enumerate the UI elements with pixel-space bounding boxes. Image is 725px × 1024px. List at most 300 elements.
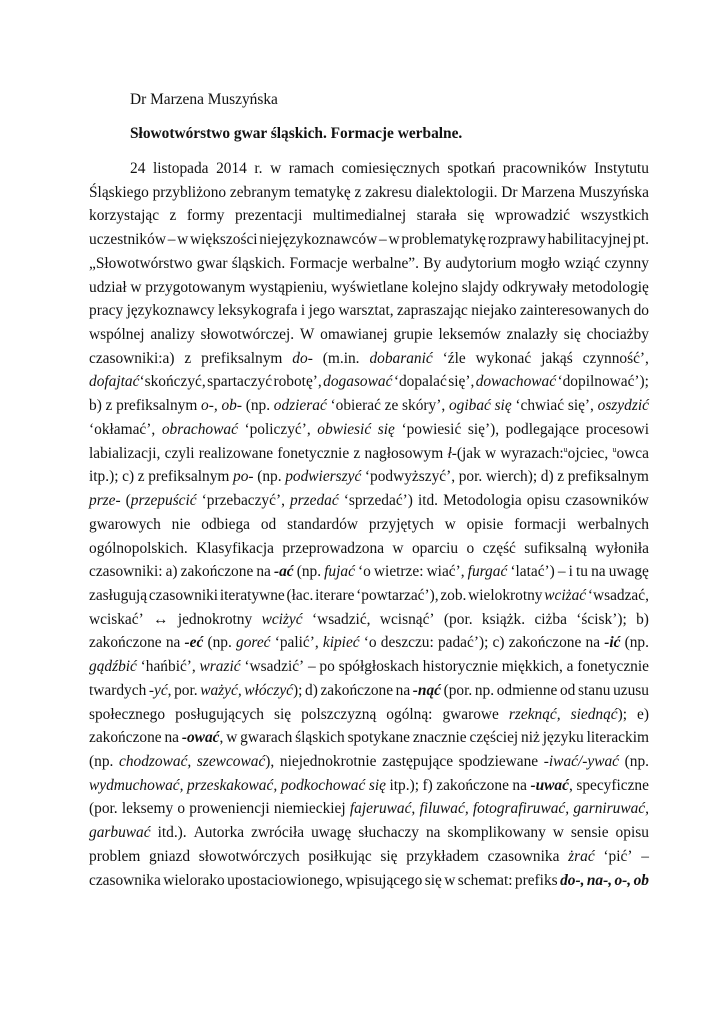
- word: [527, 489, 560, 513]
- word: [89, 869, 161, 893]
- text-segment: e): [637, 705, 649, 723]
- text-segment: niż: [521, 729, 540, 747]
- text-segment: specyficzne: [576, 776, 649, 794]
- word: [199, 442, 273, 466]
- word: [444, 608, 473, 632]
- paragraph-line: [89, 537, 649, 561]
- word: [378, 418, 395, 442]
- text-segment: prefiksalnym: [567, 468, 649, 486]
- text-segment: literackim: [586, 729, 649, 747]
- word: [587, 869, 612, 893]
- word: [568, 845, 595, 869]
- word: [305, 679, 318, 703]
- word: [289, 157, 334, 181]
- text-segment: schemat:: [457, 871, 513, 889]
- text-segment: zastępujące: [382, 752, 454, 770]
- text-segment: na: [425, 824, 441, 842]
- text-segment: metodologię: [571, 278, 649, 296]
- word: [352, 252, 419, 276]
- word: [89, 537, 188, 561]
- word: [89, 631, 162, 655]
- text-segment: ‘o: [363, 634, 377, 652]
- text-segment: na: [164, 729, 180, 747]
- emphasis-segment: u: [563, 444, 568, 454]
- word: [579, 181, 649, 205]
- word: [515, 394, 564, 418]
- text-segment: w: [388, 231, 400, 249]
- word: [583, 347, 649, 371]
- word: [553, 821, 564, 845]
- text-segment: niejednokrotnie: [279, 752, 377, 770]
- word: [586, 631, 601, 655]
- emphasis-segment: do-: [292, 349, 313, 367]
- word: [543, 726, 584, 750]
- word: [576, 774, 649, 798]
- word: [388, 228, 399, 252]
- text-segment: leksemy: [121, 800, 174, 818]
- emphasis-segment: chodzować,: [119, 752, 192, 770]
- text-segment: niejęzykoznawców: [259, 231, 378, 249]
- word: [240, 726, 292, 750]
- word: [412, 276, 458, 300]
- word: [89, 655, 137, 679]
- word: [89, 774, 183, 798]
- word: [573, 797, 649, 821]
- word: [497, 679, 558, 703]
- text-segment: f): [422, 776, 433, 794]
- word: [221, 394, 242, 418]
- word: [178, 608, 252, 632]
- word: [89, 489, 121, 513]
- text-segment: odbiega: [201, 515, 251, 533]
- text-segment: deszczu:: [380, 634, 434, 652]
- word: [320, 323, 388, 347]
- word: [163, 869, 225, 893]
- word: [308, 655, 316, 679]
- text-segment: zakończone: [508, 634, 582, 652]
- word: [89, 797, 118, 821]
- word: [486, 465, 537, 489]
- text-segment: –: [307, 658, 316, 676]
- text-segment: Śląskiego: [89, 183, 149, 201]
- paragraph-line: [89, 418, 649, 442]
- text-segment: ‘policzyć’,: [244, 420, 311, 438]
- text-segment: chociażby: [586, 326, 649, 344]
- word: [412, 537, 458, 561]
- text-segment: nagłosowym: [364, 444, 444, 462]
- word: [89, 442, 160, 466]
- word: [187, 204, 225, 228]
- text-segment: z: [184, 349, 192, 367]
- word: [149, 845, 190, 869]
- word: [254, 157, 262, 181]
- word: [358, 560, 371, 584]
- word: [521, 181, 575, 205]
- word: [586, 418, 649, 442]
- text-segment: o: [177, 800, 186, 818]
- text-segment: z: [137, 468, 145, 486]
- text-segment: leksemów: [438, 326, 501, 344]
- word: [286, 584, 313, 608]
- word: [459, 465, 483, 489]
- text-segment: –: [641, 847, 649, 865]
- word: [174, 679, 198, 703]
- emphasis-segment: -ić: [604, 634, 621, 652]
- emphasis-segment: filuwać,: [419, 800, 469, 818]
- word: [273, 370, 321, 394]
- body-paragraph: [89, 157, 649, 892]
- text-segment: udział: [89, 278, 127, 296]
- word: [122, 465, 134, 489]
- word: [189, 797, 269, 821]
- word: [560, 679, 575, 703]
- text-segment: gwarach: [240, 729, 293, 747]
- word: [319, 655, 334, 679]
- text-segment: pracowników: [502, 160, 587, 177]
- text-segment: na: [256, 563, 271, 581]
- word: [447, 157, 495, 181]
- emphasis-segment: się: [377, 420, 395, 438]
- emphasis-segment: wrazić: [199, 658, 241, 676]
- text-segment: Klasyfikacja: [196, 539, 274, 557]
- text-segment: r.: [254, 160, 263, 177]
- text-segment: formacji: [514, 515, 567, 533]
- emphasis-segment: podwierszyć: [285, 468, 362, 486]
- word: [466, 537, 474, 561]
- word: [482, 608, 525, 632]
- text-segment: znacznie: [412, 729, 467, 747]
- text-segment: czasowniki: [148, 586, 219, 604]
- text-segment: na: [512, 776, 527, 794]
- word: [568, 465, 649, 489]
- text-segment: stanu: [577, 681, 611, 699]
- emphasis-segment: o-,: [201, 397, 218, 415]
- text-segment: przygotowanym: [145, 278, 246, 296]
- word: [235, 204, 303, 228]
- word: [89, 513, 161, 537]
- emphasis-segment: dogasować: [323, 373, 393, 391]
- word: [89, 347, 174, 371]
- word: [207, 370, 272, 394]
- word: [89, 726, 162, 750]
- word: [564, 252, 600, 276]
- word: [339, 655, 419, 679]
- text-segment: odkrywały: [502, 278, 569, 296]
- word: [345, 869, 422, 893]
- text-segment: rozprawy: [487, 231, 546, 249]
- paragraph-line: [89, 631, 649, 655]
- word: [603, 845, 632, 869]
- paragraph-line: [89, 276, 649, 300]
- word: [126, 489, 197, 513]
- text-segment: skóry’,: [402, 397, 446, 415]
- text-segment: z: [353, 444, 361, 462]
- paragraph-line: [89, 347, 649, 371]
- word: [475, 679, 494, 703]
- text-segment: posiłkując: [308, 847, 372, 865]
- text-segment: do: [633, 302, 649, 320]
- text-segment: robotę’,: [273, 373, 322, 391]
- emphasis-segment: oszydzić: [597, 397, 649, 415]
- word: [613, 679, 649, 703]
- text-segment: comiesięcznych: [341, 160, 440, 177]
- word: [609, 560, 649, 584]
- word: [423, 655, 498, 679]
- text-segment: labializacji,: [89, 444, 161, 462]
- word: [148, 465, 229, 489]
- word: [177, 228, 188, 252]
- text-segment: prefiksalnym: [201, 349, 283, 367]
- text-segment: ‘wsadzić’: [244, 658, 305, 676]
- word: [344, 489, 413, 513]
- text-segment: slajdy: [461, 278, 499, 296]
- text-segment: słowotwórczych: [198, 847, 300, 865]
- paragraph-line: [89, 394, 649, 418]
- word: [380, 845, 397, 869]
- emphasis-segment: fajeruwać,: [349, 800, 416, 818]
- text-segment: prefiksalnym: [116, 397, 198, 415]
- text-segment: ‘przebaczyć’,: [201, 492, 285, 510]
- word: [396, 679, 411, 703]
- word: [150, 323, 194, 347]
- word: [277, 442, 349, 466]
- text-segment: fonetycznie: [277, 444, 350, 462]
- emphasis-segment: podkochować: [280, 776, 366, 794]
- text-segment: niemieckiej: [273, 800, 346, 818]
- emphasis-segment: odzierać: [273, 397, 327, 415]
- word: [625, 750, 649, 774]
- word: [89, 394, 102, 418]
- text-segment: czasowników: [565, 492, 649, 510]
- word: [181, 560, 254, 584]
- text-segment: ogólną:: [386, 705, 433, 723]
- text-segment: standardów: [287, 515, 359, 533]
- word: [127, 299, 215, 323]
- word: [418, 489, 438, 513]
- text-segment: część: [482, 539, 516, 557]
- text-segment: d): [305, 681, 318, 699]
- text-segment: się: [424, 871, 442, 889]
- text-segment: c): [122, 468, 135, 486]
- text-segment: (np.: [624, 634, 649, 652]
- word: [440, 584, 466, 608]
- text-segment: iterare: [315, 586, 355, 604]
- text-segment: „Słowotwórstwo: [89, 254, 193, 272]
- text-segment: wystąpieniu,: [249, 278, 328, 296]
- text-segment: fonetycznie: [577, 658, 649, 676]
- emphasis-segment: siednąć: [570, 705, 618, 723]
- text-segment: w: [444, 871, 456, 889]
- word: [604, 252, 648, 276]
- emphasis-segment: przepuścić: [130, 492, 197, 510]
- text-segment: wierch);: [485, 468, 538, 486]
- text-segment: ‘ścisk’);: [576, 610, 627, 628]
- text-segment: spotykane: [347, 729, 410, 747]
- word: [509, 703, 561, 727]
- word: [604, 631, 620, 655]
- text-segment: –: [167, 231, 176, 249]
- word: [502, 276, 568, 300]
- text-segment: twardych: [89, 681, 147, 699]
- word: [636, 608, 649, 632]
- emphasis-segment: -ować: [181, 729, 220, 747]
- text-segment: ‘powtarzać’),: [356, 586, 439, 604]
- paragraph-line: [89, 560, 649, 584]
- word: [420, 797, 469, 821]
- text-segment: gwarowych: [89, 515, 161, 533]
- word: [500, 442, 608, 466]
- text-segment: Instytutu: [594, 160, 649, 177]
- text-segment: zakończone: [89, 729, 162, 747]
- text-segment: kolejno: [411, 278, 459, 296]
- text-segment: ‘wsadzić,: [311, 610, 371, 628]
- word: [220, 584, 285, 608]
- text-segment: ‘sprzedać’): [343, 492, 413, 510]
- word: [227, 869, 343, 893]
- text-segment: zwróciła: [251, 824, 305, 842]
- emphasis-segment: o-,: [614, 871, 632, 889]
- word: [201, 513, 250, 537]
- word: [571, 821, 609, 845]
- word: [423, 252, 441, 276]
- word: [201, 323, 295, 347]
- word: [294, 181, 350, 205]
- text-segment: wietrze:: [373, 563, 424, 581]
- emphasis-segment: u: [612, 444, 617, 454]
- text-segment: ‘źle: [442, 349, 466, 367]
- text-segment: i: [568, 563, 573, 581]
- word: [350, 797, 415, 821]
- text-segment: jakąś: [541, 349, 573, 367]
- word: [576, 608, 626, 632]
- word: [354, 181, 361, 205]
- word: [153, 157, 209, 181]
- emphasis-segment: na-,: [586, 871, 613, 889]
- word: [444, 869, 455, 893]
- word: [141, 655, 196, 679]
- word: [449, 394, 491, 418]
- word: [353, 442, 360, 466]
- word: [89, 299, 123, 323]
- word: [338, 299, 393, 323]
- text-segment: (łac.: [286, 586, 314, 604]
- text-segment: uzusu: [613, 681, 649, 699]
- word: [386, 703, 432, 727]
- emphasis-segment: furgać: [467, 563, 508, 581]
- text-segment: zakończone: [89, 634, 162, 652]
- word: [393, 323, 432, 347]
- word: [285, 465, 361, 489]
- paragraph-line: [89, 774, 649, 798]
- text-segment: problematykę: [401, 231, 486, 249]
- word: [578, 679, 611, 703]
- text-segment: By: [423, 254, 442, 272]
- text-segment: ↔: [153, 610, 169, 628]
- text-segment: c): [492, 634, 505, 652]
- word: [365, 442, 444, 466]
- paragraph-line: [89, 750, 649, 774]
- paragraph-line: [89, 608, 649, 632]
- text-segment: zakresu: [365, 183, 413, 201]
- word: [130, 276, 141, 300]
- word: [274, 797, 346, 821]
- paragraph-line: [89, 797, 649, 821]
- word: [572, 276, 649, 300]
- word: [295, 726, 345, 750]
- word: [164, 726, 179, 750]
- text-segment: czynny: [604, 254, 649, 272]
- paragraph-line: [89, 869, 649, 893]
- emphasis-segment: fotografiruwać,: [472, 800, 570, 818]
- word: [270, 157, 281, 181]
- text-segment: ‘palić’,: [274, 634, 319, 652]
- word: [301, 703, 376, 727]
- word: [313, 204, 406, 228]
- word: [445, 513, 456, 537]
- text-segment: ‘dopilnować’);: [557, 373, 649, 391]
- word: [165, 442, 195, 466]
- emphasis-segment: garniruwać,: [573, 800, 649, 818]
- emphasis-segment: dowachować: [475, 373, 557, 391]
- word: [184, 347, 191, 371]
- text-segment: ‘chwiać: [515, 397, 565, 415]
- text-segment: ‘hańbić’,: [140, 658, 196, 676]
- text-segment: ‘obierać: [330, 397, 381, 415]
- word: [436, 774, 509, 798]
- text-segment: zapraszając: [396, 302, 468, 320]
- emphasis-segment: fujać: [324, 563, 355, 581]
- text-segment: zainteresowanych: [519, 302, 631, 320]
- paragraph-line: [89, 299, 649, 323]
- text-segment: książk.: [481, 610, 526, 628]
- word: [485, 442, 496, 466]
- text-segment: grupie: [393, 326, 433, 344]
- text-segment: sensie: [570, 824, 609, 842]
- text-segment: problem: [89, 847, 141, 865]
- text-segment: w: [226, 729, 238, 747]
- text-segment: ze: [384, 397, 399, 415]
- word: [185, 631, 204, 655]
- word: [162, 418, 238, 442]
- emphasis-segment: rzeknąć,: [508, 705, 561, 723]
- word: [392, 537, 403, 561]
- word: [521, 252, 560, 276]
- emphasis-segment: ł: [447, 444, 452, 462]
- emphasis-segment: przedać: [289, 492, 339, 510]
- word: [89, 276, 127, 300]
- text-segment: procesowi: [585, 420, 649, 438]
- word: [323, 370, 392, 394]
- word: [89, 228, 166, 252]
- text-segment: tu: [576, 563, 588, 581]
- word: [200, 679, 241, 703]
- text-segment: tematykę: [294, 183, 351, 201]
- emphasis-segment: się: [368, 776, 386, 794]
- word: [488, 845, 560, 869]
- paragraph-line: [89, 655, 649, 679]
- text-segment: przykładem: [406, 847, 479, 865]
- emphasis-segment: się: [494, 397, 512, 415]
- word: [591, 560, 606, 584]
- text-segment: warsztat,: [338, 302, 394, 320]
- word: [218, 299, 298, 323]
- emphasis-segment: obwiesić: [317, 420, 372, 438]
- word: [168, 228, 176, 252]
- text-segment: podlegające: [505, 420, 580, 438]
- text-segment: gwarowe: [442, 705, 499, 723]
- word: [275, 631, 319, 655]
- word: [158, 821, 187, 845]
